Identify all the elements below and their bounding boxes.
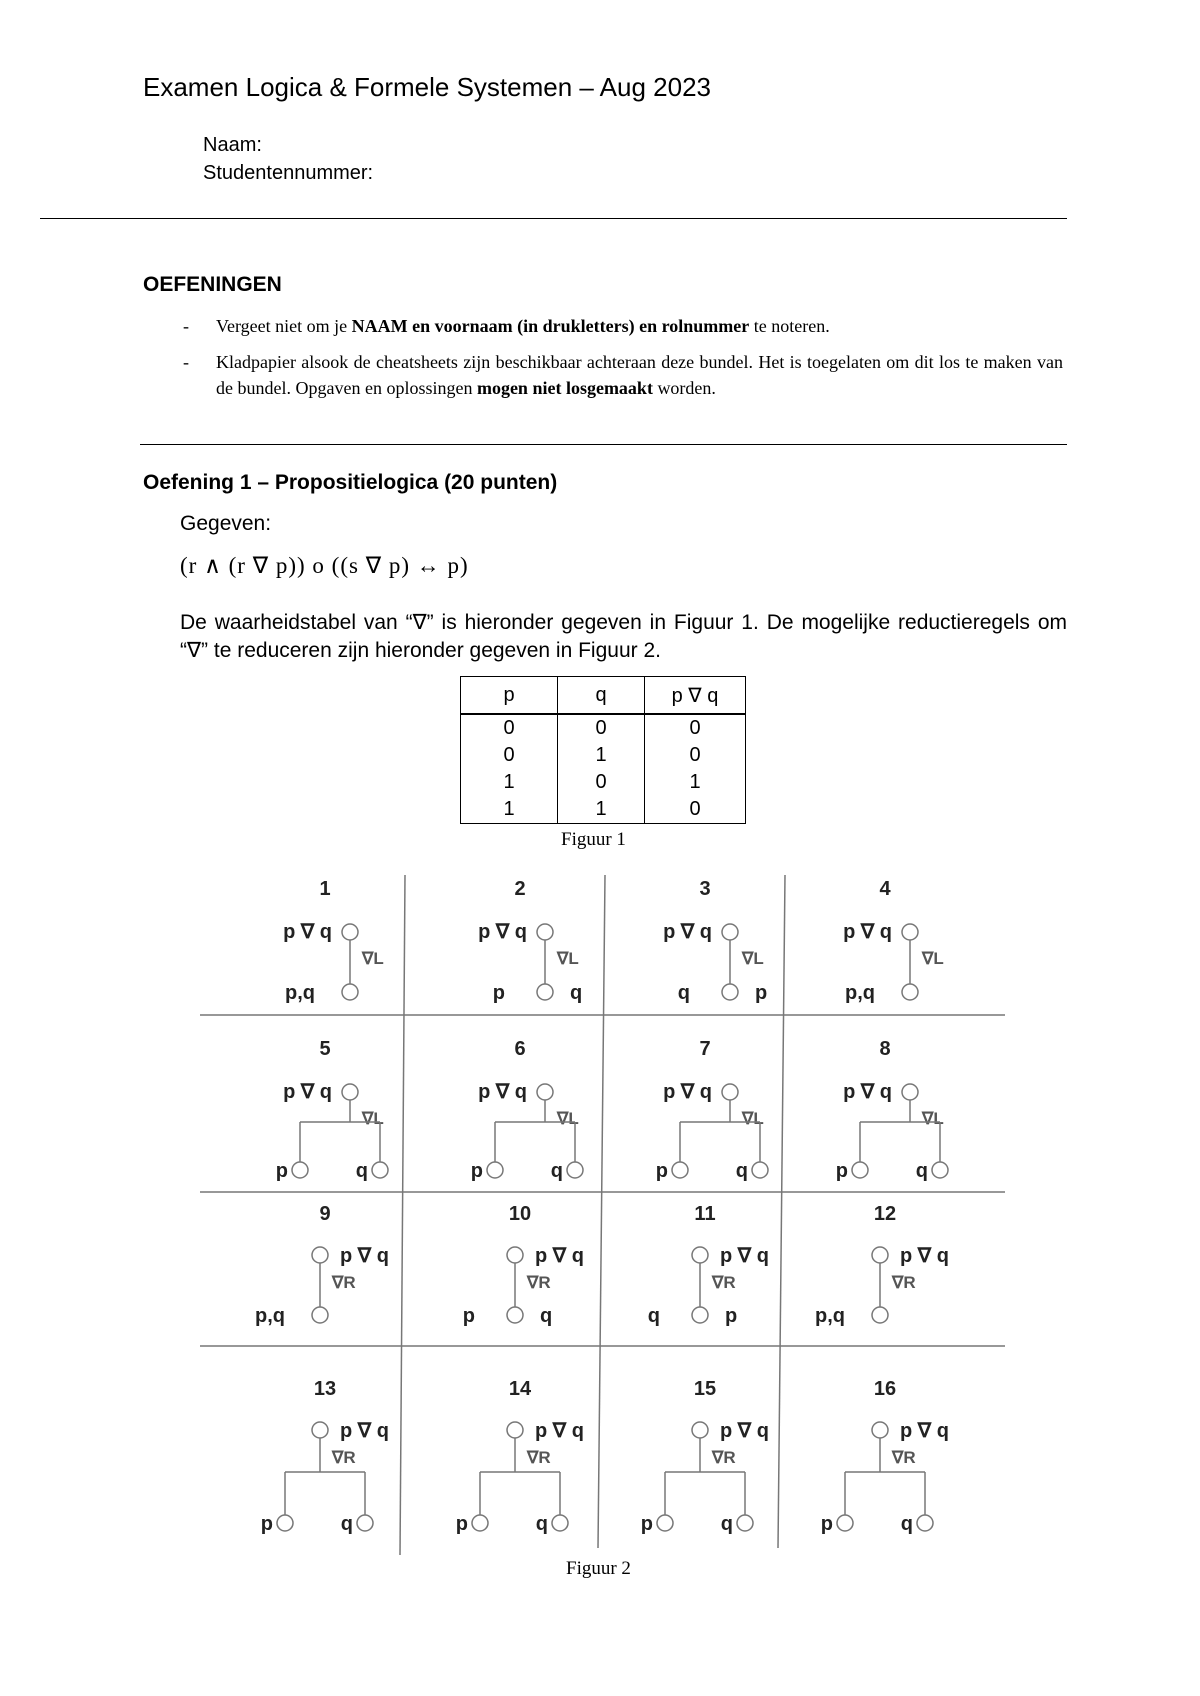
- tree-node: [357, 1515, 373, 1531]
- rule-label: ∇L: [557, 1109, 579, 1128]
- leaf-label: p,q: [845, 982, 875, 1004]
- leaf-label: q: [677, 982, 690, 1004]
- tree-node: [852, 1162, 868, 1178]
- rule-label: ∇R: [712, 1448, 736, 1467]
- tree-node: [537, 984, 553, 1000]
- leaf-label: p: [655, 1160, 668, 1182]
- leaf-label: q: [570, 982, 583, 1004]
- student-number-label: Studentennummer:: [203, 162, 374, 184]
- rule-label: ∇L: [557, 949, 579, 968]
- formula-label: p ∇ q: [283, 1081, 332, 1103]
- formula: (r ∧ (r ∇ p)) o ((s ∇ p) ↔ p): [180, 553, 469, 578]
- tree-node: [342, 984, 358, 1000]
- leaf-label: p: [755, 982, 768, 1004]
- instruction-1-tail: te noteren.: [749, 316, 830, 336]
- figure-1-caption: Figuur 1: [561, 829, 626, 850]
- instruction-2-tail: worden.: [652, 378, 716, 398]
- tree-node: [537, 1084, 553, 1100]
- leaf-label: p: [835, 1160, 848, 1182]
- rule-number: 11: [694, 1203, 716, 1225]
- exercise-1-title: Oefening 1 – Propositielogica (20 punten): [143, 471, 558, 494]
- tree-node: [722, 924, 738, 940]
- tree-node: [902, 984, 918, 1000]
- tree-node: [837, 1515, 853, 1531]
- leaf-label: p: [640, 1513, 653, 1535]
- tree-node: [312, 1422, 328, 1438]
- tree-node: [312, 1307, 328, 1323]
- instructions-heading: OEFENINGEN: [143, 273, 282, 296]
- rule-label: ∇R: [527, 1448, 551, 1467]
- rule-number: 14: [508, 1378, 532, 1400]
- tree-node: [552, 1515, 568, 1531]
- table-cell: 0: [645, 742, 746, 769]
- rule-label: ∇R: [892, 1448, 916, 1467]
- tree-node: [722, 984, 738, 1000]
- rule-label: ∇R: [332, 1273, 356, 1292]
- leaf-label: p: [470, 1160, 483, 1182]
- rule-number: 7: [699, 1038, 711, 1060]
- rule-label: ∇L: [922, 1109, 944, 1128]
- leaf-label: p: [462, 1305, 475, 1327]
- tree-node: [507, 1307, 523, 1323]
- instruction-2-bold: mogen niet losgemaakt: [476, 378, 653, 398]
- bullet-dash: -: [183, 316, 189, 336]
- leaf-label: q: [550, 1160, 563, 1182]
- leaf-label: q: [340, 1513, 353, 1535]
- leaf-label: p,q: [815, 1305, 845, 1327]
- rule-label: ∇L: [742, 1109, 764, 1128]
- table-cell: 0: [558, 714, 645, 742]
- formula-label: p ∇ q: [478, 1081, 527, 1103]
- leaf-label: q: [915, 1160, 928, 1182]
- table-cell: 0: [461, 742, 558, 769]
- tree-node: [902, 924, 918, 940]
- tree-node: [657, 1515, 673, 1531]
- tree-node: [752, 1162, 768, 1178]
- table-cell: 0: [645, 714, 746, 742]
- formula-label: p ∇ q: [340, 1245, 389, 1267]
- rule-number: 2: [514, 878, 526, 900]
- formula-label: p ∇ q: [535, 1420, 584, 1442]
- rule-label: ∇R: [527, 1273, 551, 1292]
- tree-node: [722, 1084, 738, 1100]
- leaf-label: q: [900, 1513, 913, 1535]
- leaf-label: p: [275, 1160, 288, 1182]
- rule-label: ∇R: [332, 1448, 356, 1467]
- exercise-description: De waarheidstabel van “∇” is hieronder gegeven in Figuur 1. De mogelijke reductieregels om “∇” te reduceren zijn hieronder gegeven in Figuur 2.: [180, 611, 1067, 662]
- tree-node: [507, 1247, 523, 1263]
- tree-node: [342, 1084, 358, 1100]
- exam-title: Examen Logica & Formele Systemen – Aug 2023: [143, 72, 711, 102]
- tree-node: [872, 1247, 888, 1263]
- formula-label: p ∇ q: [843, 1081, 892, 1103]
- formula-label: p ∇ q: [720, 1245, 769, 1267]
- tree-node: [342, 924, 358, 940]
- rule-label: ∇L: [362, 949, 384, 968]
- tree-node: [692, 1247, 708, 1263]
- formula-label: p ∇ q: [663, 921, 712, 943]
- rule-label: ∇R: [892, 1273, 916, 1292]
- rule-number: 9: [319, 1203, 331, 1225]
- instruction-1-bold: NAAM en voornaam (in drukletters) en rolnummer: [351, 316, 750, 336]
- table-cell: 0: [558, 769, 645, 796]
- leaf-label: q: [647, 1305, 660, 1327]
- tree-node: [292, 1162, 308, 1178]
- truth-header-p: p: [461, 677, 558, 715]
- table-cell: 1: [461, 796, 558, 824]
- formula-label: p ∇ q: [843, 921, 892, 943]
- bullet-dash: -: [183, 352, 189, 372]
- tree-node: [692, 1422, 708, 1438]
- leaf-label: q: [540, 1305, 553, 1327]
- tree-node: [567, 1162, 583, 1178]
- leaf-label: p,q: [255, 1305, 285, 1327]
- tree-node: [692, 1307, 708, 1323]
- rule-label: ∇L: [742, 949, 764, 968]
- leaf-label: q: [355, 1160, 368, 1182]
- tree-node: [672, 1162, 688, 1178]
- truth-header-q: q: [558, 677, 645, 715]
- formula-label: p ∇ q: [900, 1420, 949, 1442]
- truth-header-result: p ∇ q: [645, 677, 746, 715]
- tree-node: [917, 1515, 933, 1531]
- table-cell: 0: [645, 796, 746, 824]
- rule-number: 6: [514, 1038, 526, 1060]
- formula-label: p ∇ q: [478, 921, 527, 943]
- formula-label: p ∇ q: [663, 1081, 712, 1103]
- tree-node: [902, 1084, 918, 1100]
- tree-node: [872, 1307, 888, 1323]
- rule-number: 10: [508, 1203, 532, 1225]
- rule-number: 1: [319, 878, 331, 900]
- leaf-label: p: [820, 1513, 833, 1535]
- formula-label: p ∇ q: [283, 921, 332, 943]
- leaf-label: q: [535, 1513, 548, 1535]
- instruction-1-text: Vergeet niet om je: [216, 316, 352, 336]
- rule-number: 5: [319, 1038, 331, 1060]
- rule-number: 13: [313, 1378, 337, 1400]
- rule-label: ∇L: [922, 949, 944, 968]
- tree-node: [537, 924, 553, 940]
- rule-number: 15: [693, 1378, 717, 1400]
- formula-label: p ∇ q: [900, 1245, 949, 1267]
- leaf-label: p,q: [285, 982, 315, 1004]
- rule-number: 4: [879, 878, 891, 900]
- table-cell: 0: [461, 714, 558, 742]
- leaf-label: p: [492, 982, 505, 1004]
- tree-node: [737, 1515, 753, 1531]
- tree-node: [932, 1162, 948, 1178]
- tree-node: [872, 1422, 888, 1438]
- rule-number: 16: [873, 1378, 897, 1400]
- table-cell: 1: [558, 742, 645, 769]
- given-label: Gegeven:: [180, 512, 272, 535]
- tree-node: [472, 1515, 488, 1531]
- rule-label: ∇R: [712, 1273, 736, 1292]
- table-cell: 1: [558, 796, 645, 824]
- formula-label: p ∇ q: [340, 1420, 389, 1442]
- formula-label: p ∇ q: [535, 1245, 584, 1267]
- leaf-label: q: [735, 1160, 748, 1182]
- table-cell: 1: [461, 769, 558, 796]
- instruction-2-text: Kladpapier alsook de cheatsheets zijn beschikbaar achteraan deze bundel. Het is toegelaten om dit los te maken van de bundel. Opgaven en oplossingen: [216, 352, 1063, 398]
- table-cell: 1: [645, 769, 746, 796]
- leaf-label: q: [720, 1513, 733, 1535]
- rule-number: 3: [699, 878, 711, 900]
- tree-node: [507, 1422, 523, 1438]
- name-label: Naam:: [203, 134, 262, 156]
- tree-node: [312, 1247, 328, 1263]
- leaf-label: p: [260, 1513, 273, 1535]
- figure-2-caption: Figuur 2: [566, 1558, 631, 1579]
- rule-number: 8: [879, 1038, 891, 1060]
- rule-label: ∇L: [362, 1109, 384, 1128]
- tree-node: [487, 1162, 503, 1178]
- formula-label: p ∇ q: [720, 1420, 769, 1442]
- rule-number: 12: [873, 1203, 897, 1225]
- tree-node: [372, 1162, 388, 1178]
- tree-node: [277, 1515, 293, 1531]
- leaf-label: p: [455, 1513, 468, 1535]
- leaf-label: p: [725, 1305, 738, 1327]
